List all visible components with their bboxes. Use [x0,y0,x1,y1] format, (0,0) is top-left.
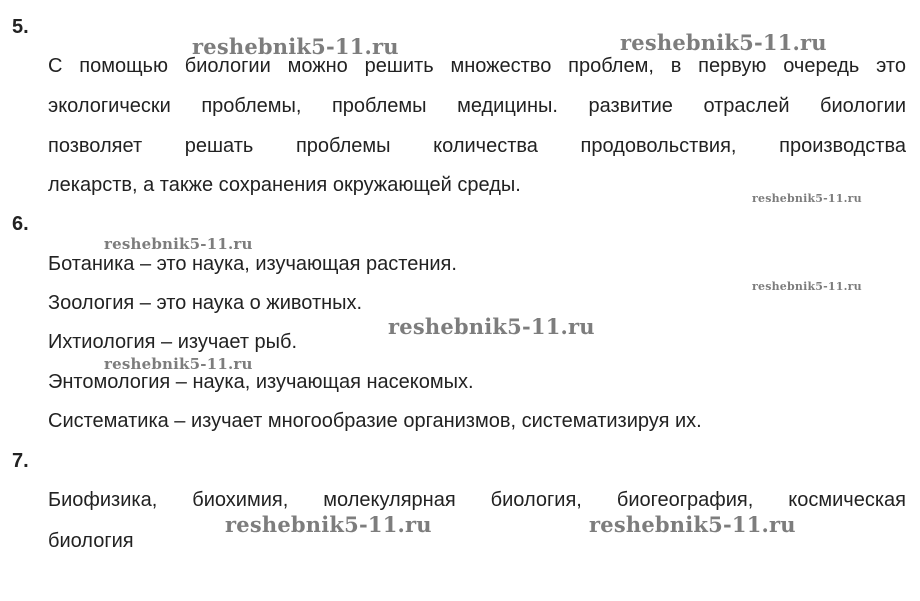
section-6-line-2: Зоология – это наука о животных. [48,292,363,314]
section-6-line-3: Ихтиология – изучает рыб. [48,331,298,353]
watermark: reshebnik5-11.ru [104,235,253,253]
section-6-line-5: Систематика – изучает многообразие организмов, систематизируя их. [48,410,702,432]
section-7-line-1: Биофизика, биохимия, молекулярная биология, биогеография, космическая [48,489,906,511]
watermark: reshebnik5-11.ru [752,280,862,293]
section-6-line-4: Энтомология – наука, изучающая насекомых. [48,371,474,393]
watermark: reshebnik5-11.ru [620,30,827,55]
section-5-line-1: С помощью биологии можно решить множество проблем, в первую очередь это [48,55,906,77]
watermark: reshebnik5-11.ru [388,314,595,339]
section-number-5: 5. [12,16,29,38]
section-number-7: 7. [12,450,29,472]
section-number-6: 6. [12,213,29,235]
section-5-line-3: позволяет решать проблемы количества продовольствия, производства [48,135,906,157]
section-7-line-2: биология [48,530,134,552]
section-5-line-2: экологически проблемы, проблемы медицины. развитие отраслей биологии [48,95,906,117]
watermark: reshebnik5-11.ru [752,192,862,205]
watermark: reshebnik5-11.ru [104,355,253,373]
watermark: reshebnik5-11.ru [192,34,399,59]
watermark: reshebnik5-11.ru [225,512,432,537]
section-6-line-1: Ботаника – это наука, изучающая растения. [48,253,457,275]
section-5-line-4: лекарств, а также сохранения окружающей среды. [48,174,521,196]
watermark: reshebnik5-11.ru [589,512,796,537]
